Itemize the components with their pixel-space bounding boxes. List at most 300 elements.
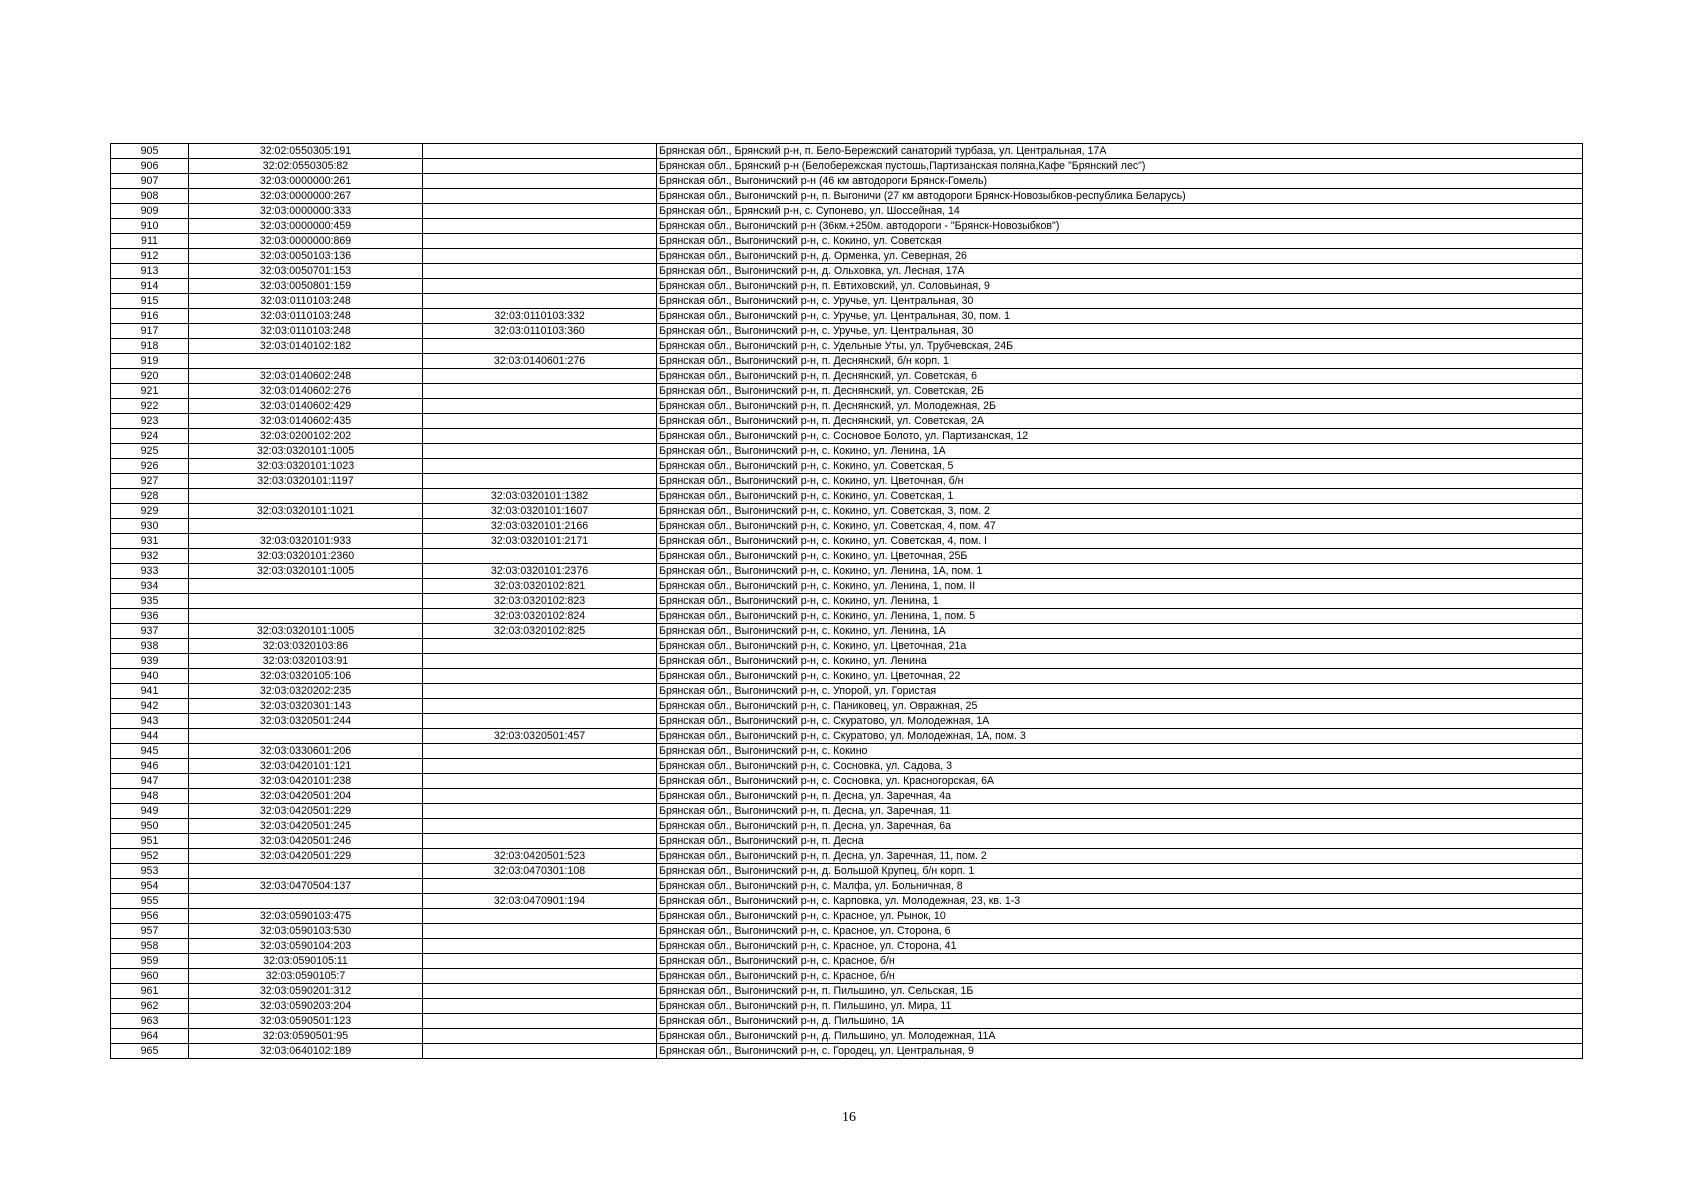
related-cadastral-number-cell — [423, 219, 657, 234]
row-number-cell: 942 — [111, 699, 189, 714]
row-number-cell: 912 — [111, 249, 189, 264]
related-cadastral-number-cell: 32:03:0320102:824 — [423, 609, 657, 624]
cadastral-number-cell: 32:03:0000000:267 — [189, 189, 423, 204]
row-number-cell: 915 — [111, 294, 189, 309]
row-number-cell: 925 — [111, 444, 189, 459]
cadastral-number-cell: 32:03:0590105:7 — [189, 969, 423, 984]
address-cell: Брянская обл., Выгоничский р-н, с. Красное, б/н — [657, 954, 1583, 969]
related-cadastral-number-cell: 32:03:0320102:825 — [423, 624, 657, 639]
related-cadastral-number-cell — [423, 654, 657, 669]
cadastral-number-cell: 32:03:0000000:333 — [189, 204, 423, 219]
table-row — [111, 549, 1583, 564]
address-cell: Брянская обл., Выгоничский р-н, с. Скуратово, ул. Молодежная, 1А — [657, 714, 1583, 729]
address-cell: Брянская обл., Выгоничский р-н (46 км автодороги Брянск-Гомель) — [657, 174, 1583, 189]
address-cell: Брянская обл., Выгоничский р-н, с. Кокино, ул. Ленина, 1, пом. II — [657, 579, 1583, 594]
row-number-cell: 947 — [111, 774, 189, 789]
address-cell: Брянская обл., Выгоничский р-н, с. Кокино, ул. Советская, 4, пом. I — [657, 534, 1583, 549]
cadastral-number-cell — [189, 864, 423, 879]
cadastral-number-cell: 32:03:0330601:206 — [189, 744, 423, 759]
table-row — [111, 294, 1583, 309]
cadastral-number-cell: 32:03:0420101:238 — [189, 774, 423, 789]
cadastral-number-cell: 32:03:0420501:229 — [189, 804, 423, 819]
related-cadastral-number-cell — [423, 639, 657, 654]
address-cell: Брянская обл., Выгоничский р-н, п. Деснянский, ул. Молодежная, 2Б — [657, 399, 1583, 414]
related-cadastral-number-cell — [423, 204, 657, 219]
related-cadastral-number-cell — [423, 279, 657, 294]
table-row — [111, 1014, 1583, 1029]
row-number-cell: 944 — [111, 729, 189, 744]
cadastral-number-cell: 32:03:0000000:869 — [189, 234, 423, 249]
table-row — [111, 354, 1583, 369]
table-row — [111, 774, 1583, 789]
related-cadastral-number-cell — [423, 1029, 657, 1044]
table-row — [111, 684, 1583, 699]
address-cell: Брянская обл., Выгоничский р-н, д. Пильшино, 1А — [657, 1014, 1583, 1029]
cadastral-number-cell: 32:03:0140602:429 — [189, 399, 423, 414]
address-cell: Брянская обл., Выгоничский р-н, с. Кокино, ул. Советская, 1 — [657, 489, 1583, 504]
row-number-cell: 935 — [111, 594, 189, 609]
address-cell: Брянская обл., Выгоничский р-н, с. Кокино, ул. Советская, 3, пом. 2 — [657, 504, 1583, 519]
address-cell: Брянская обл., Выгоничский р-н (36км.+250м. автодороги - "Брянск-Новозыбков") — [657, 219, 1583, 234]
related-cadastral-number-cell — [423, 879, 657, 894]
table-row — [111, 234, 1583, 249]
cadastral-number-cell: 32:03:0420501:204 — [189, 789, 423, 804]
cadastral-number-cell: 32:03:0110103:248 — [189, 309, 423, 324]
cadastral-number-cell: 32:03:0110103:248 — [189, 324, 423, 339]
table-row — [111, 1029, 1583, 1044]
row-number-cell: 959 — [111, 954, 189, 969]
table-row — [111, 264, 1583, 279]
related-cadastral-number-cell — [423, 399, 657, 414]
related-cadastral-number-cell: 32:03:0320101:2166 — [423, 519, 657, 534]
address-cell: Брянская обл., Выгоничский р-н, п. Десна, ул. Заречная, 6а — [657, 819, 1583, 834]
related-cadastral-number-cell — [423, 999, 657, 1014]
row-number-cell: 958 — [111, 939, 189, 954]
address-cell: Брянская обл., Выгоничский р-н, п. Десна, ул. Заречная, 4а — [657, 789, 1583, 804]
table-row — [111, 519, 1583, 534]
row-number-cell: 905 — [111, 144, 189, 159]
table-row — [111, 789, 1583, 804]
row-number-cell: 917 — [111, 324, 189, 339]
address-cell: Брянская обл., Выгоничский р-н, п. Десна, ул. Заречная, 11 — [657, 804, 1583, 819]
row-number-cell: 937 — [111, 624, 189, 639]
row-number-cell: 928 — [111, 489, 189, 504]
table-row — [111, 189, 1583, 204]
address-cell: Брянская обл., Выгоничский р-н, с. Кокино, ул. Ленина, 1, пом. 5 — [657, 609, 1583, 624]
row-number-cell: 910 — [111, 219, 189, 234]
cadastral-registry-table — [110, 143, 1583, 1059]
cadastral-number-cell — [189, 519, 423, 534]
cadastral-number-cell: 32:03:0320101:1005 — [189, 624, 423, 639]
related-cadastral-number-cell — [423, 369, 657, 384]
row-number-cell: 921 — [111, 384, 189, 399]
related-cadastral-number-cell — [423, 414, 657, 429]
address-cell: Брянская обл., Выгоничский р-н, с. Сосновка, ул. Красногорская, 6А — [657, 774, 1583, 789]
row-number-cell: 911 — [111, 234, 189, 249]
table-row — [111, 714, 1583, 729]
related-cadastral-number-cell — [423, 759, 657, 774]
row-number-cell: 962 — [111, 999, 189, 1014]
table-row — [111, 804, 1583, 819]
table-row — [111, 339, 1583, 354]
row-number-cell: 949 — [111, 804, 189, 819]
table-row — [111, 729, 1583, 744]
address-cell: Брянская обл., Выгоничский р-н, с. Малфа, ул. Больничная, 8 — [657, 879, 1583, 894]
row-number-cell: 930 — [111, 519, 189, 534]
address-cell: Брянская обл., Выгоничский р-н, п. Деснянский, ул. Советская, 2Б — [657, 384, 1583, 399]
related-cadastral-number-cell — [423, 474, 657, 489]
address-cell: Брянская обл., Выгоничский р-н, с. Кокино, ул. Ленина, 1А — [657, 624, 1583, 639]
related-cadastral-number-cell — [423, 144, 657, 159]
cadastral-number-cell: 32:03:0140602:276 — [189, 384, 423, 399]
cadastral-number-cell: 32:03:0320101:1021 — [189, 504, 423, 519]
address-cell: Брянская обл., Выгоничский р-н, с. Красное, ул. Рынок, 10 — [657, 909, 1583, 924]
address-cell: Брянская обл., Выгоничский р-н, с. Кокино, ул. Цветочная, 22 — [657, 669, 1583, 684]
table-row — [111, 309, 1583, 324]
address-cell: Брянская обл., Выгоничский р-н, д. Пильшино, ул. Молодежная, 11А — [657, 1029, 1583, 1044]
row-number-cell: 926 — [111, 459, 189, 474]
related-cadastral-number-cell — [423, 174, 657, 189]
table-row — [111, 144, 1583, 159]
table-row — [111, 624, 1583, 639]
address-cell: Брянская обл., Выгоничский р-н, с. Кокино, ул. Ленина, 1 — [657, 594, 1583, 609]
related-cadastral-number-cell — [423, 384, 657, 399]
table-row — [111, 429, 1583, 444]
row-number-cell: 907 — [111, 174, 189, 189]
address-cell: Брянская обл., Брянский р-н, с. Супонево, ул. Шоссейная, 14 — [657, 204, 1583, 219]
cadastral-number-cell: 32:03:0050801:159 — [189, 279, 423, 294]
cadastral-number-cell: 32:03:0590501:123 — [189, 1014, 423, 1029]
table-row — [111, 579, 1583, 594]
cadastral-number-cell — [189, 354, 423, 369]
cadastral-number-cell — [189, 729, 423, 744]
row-number-cell: 916 — [111, 309, 189, 324]
cadastral-number-cell: 32:03:0140602:435 — [189, 414, 423, 429]
row-number-cell: 932 — [111, 549, 189, 564]
cadastral-number-cell — [189, 579, 423, 594]
related-cadastral-number-cell: 32:03:0470301:108 — [423, 864, 657, 879]
cadastral-number-cell: 32:03:0590201:312 — [189, 984, 423, 999]
related-cadastral-number-cell — [423, 549, 657, 564]
address-cell: Брянская обл., Выгоничский р-н, с. Кокино, ул. Ленина — [657, 654, 1583, 669]
address-cell: Брянская обл., Выгоничский р-н, д. Ольховка, ул. Лесная, 17А — [657, 264, 1583, 279]
related-cadastral-number-cell — [423, 1014, 657, 1029]
table-row — [111, 444, 1583, 459]
row-number-cell: 931 — [111, 534, 189, 549]
related-cadastral-number-cell — [423, 924, 657, 939]
cadastral-number-cell: 32:03:0590203:204 — [189, 999, 423, 1014]
row-number-cell: 918 — [111, 339, 189, 354]
table-row — [111, 594, 1583, 609]
related-cadastral-number-cell — [423, 954, 657, 969]
related-cadastral-number-cell: 32:03:0320501:457 — [423, 729, 657, 744]
row-number-cell: 919 — [111, 354, 189, 369]
table-row — [111, 699, 1583, 714]
cadastral-number-cell: 32:03:0050103:136 — [189, 249, 423, 264]
related-cadastral-number-cell — [423, 909, 657, 924]
table-row — [111, 489, 1583, 504]
row-number-cell: 939 — [111, 654, 189, 669]
cadastral-number-cell: 32:03:0470504:137 — [189, 879, 423, 894]
address-cell: Брянская обл., Выгоничский р-н, п. Деснянский, ул. Советская, 6 — [657, 369, 1583, 384]
address-cell: Брянская обл., Выгоничский р-н, п. Десна, ул. Заречная, 11, пом. 2 — [657, 849, 1583, 864]
related-cadastral-number-cell — [423, 744, 657, 759]
cadastral-number-cell: 32:03:0590104:203 — [189, 939, 423, 954]
related-cadastral-number-cell — [423, 294, 657, 309]
address-cell: Брянская обл., Выгоничский р-н, с. Упорой, ул. Гористая — [657, 684, 1583, 699]
related-cadastral-number-cell: 32:03:0420501:523 — [423, 849, 657, 864]
row-number-cell: 963 — [111, 1014, 189, 1029]
cadastral-number-cell: 32:03:0140602:248 — [189, 369, 423, 384]
row-number-cell: 951 — [111, 834, 189, 849]
row-number-cell: 924 — [111, 429, 189, 444]
address-cell: Брянская обл., Выгоничский р-н, с. Сосновка, ул. Садова, 3 — [657, 759, 1583, 774]
cadastral-number-cell: 32:03:0640102:189 — [189, 1044, 423, 1059]
related-cadastral-number-cell — [423, 804, 657, 819]
cadastral-number-cell: 32:03:0590501:95 — [189, 1029, 423, 1044]
related-cadastral-number-cell — [423, 669, 657, 684]
address-cell: Брянская обл., Выгоничский р-н, с. Скуратово, ул. Молодежная, 1А, пом. 3 — [657, 729, 1583, 744]
cadastral-number-cell — [189, 594, 423, 609]
cadastral-number-cell: 32:03:0320101:1005 — [189, 564, 423, 579]
row-number-cell: 938 — [111, 639, 189, 654]
address-cell: Брянская обл., Брянский р-н (Белобережская пустошь,Партизанская поляна,Кафе "Брянский лес") — [657, 159, 1583, 174]
related-cadastral-number-cell — [423, 984, 657, 999]
related-cadastral-number-cell — [423, 684, 657, 699]
table-row — [111, 174, 1583, 189]
table-row — [111, 459, 1583, 474]
table-row — [111, 639, 1583, 654]
address-cell: Брянская обл., Выгоничский р-н, с. Кокино, ул. Цветочная, 25Б — [657, 549, 1583, 564]
related-cadastral-number-cell — [423, 429, 657, 444]
table-row — [111, 204, 1583, 219]
address-cell: Брянская обл., Выгоничский р-н, с. Кокино, ул. Ленина, 1А — [657, 444, 1583, 459]
related-cadastral-number-cell — [423, 1044, 657, 1059]
table-row — [111, 249, 1583, 264]
address-cell: Брянская обл., Брянский р-н, п. Бело-Бережский санаторий турбаза, ул. Центральная, 17А — [657, 144, 1583, 159]
related-cadastral-number-cell: 32:03:0320101:1607 — [423, 504, 657, 519]
related-cadastral-number-cell — [423, 459, 657, 474]
table-row — [111, 564, 1583, 579]
address-cell: Брянская обл., Выгоничский р-н, с. Карповка, ул. Молодежная, 23, кв. 1-3 — [657, 894, 1583, 909]
related-cadastral-number-cell — [423, 819, 657, 834]
table-row — [111, 864, 1583, 879]
row-number-cell: 908 — [111, 189, 189, 204]
row-number-cell: 909 — [111, 204, 189, 219]
row-number-cell: 952 — [111, 849, 189, 864]
row-number-cell: 920 — [111, 369, 189, 384]
table-row — [111, 849, 1583, 864]
related-cadastral-number-cell — [423, 969, 657, 984]
cadastral-number-cell: 32:03:0050701:153 — [189, 264, 423, 279]
address-cell: Брянская обл., Выгоничский р-н, с. Уручье, ул. Центральная, 30 — [657, 324, 1583, 339]
table-row — [111, 324, 1583, 339]
cadastral-number-cell: 32:03:0320105:106 — [189, 669, 423, 684]
row-number-cell: 929 — [111, 504, 189, 519]
address-cell: Брянская обл., Выгоничский р-н, с. Уручье, ул. Центральная, 30 — [657, 294, 1583, 309]
table-row — [111, 219, 1583, 234]
related-cadastral-number-cell — [423, 774, 657, 789]
cadastral-number-cell: 32:03:0320103:91 — [189, 654, 423, 669]
address-cell: Брянская обл., Выгоничский р-н, с. Кокино, ул. Советская — [657, 234, 1583, 249]
row-number-cell: 964 — [111, 1029, 189, 1044]
address-cell: Брянская обл., Выгоничский р-н, с. Сосновое Болото, ул. Партизанская, 12 — [657, 429, 1583, 444]
related-cadastral-number-cell — [423, 834, 657, 849]
table-row — [111, 369, 1583, 384]
row-number-cell: 957 — [111, 924, 189, 939]
row-number-cell: 948 — [111, 789, 189, 804]
related-cadastral-number-cell — [423, 189, 657, 204]
address-cell: Брянская обл., Выгоничский р-н, с. Красное, ул. Сторона, 41 — [657, 939, 1583, 954]
row-number-cell: 956 — [111, 909, 189, 924]
table-row — [111, 654, 1583, 669]
related-cadastral-number-cell — [423, 699, 657, 714]
cadastral-number-cell: 32:03:0320301:143 — [189, 699, 423, 714]
row-number-cell: 927 — [111, 474, 189, 489]
table-row — [111, 384, 1583, 399]
address-cell: Брянская обл., Выгоничский р-н, с. Красное, б/н — [657, 969, 1583, 984]
address-cell: Брянская обл., Выгоничский р-н, с. Паниковец, ул. Овражная, 25 — [657, 699, 1583, 714]
related-cadastral-number-cell — [423, 249, 657, 264]
table-row — [111, 954, 1583, 969]
address-cell: Брянская обл., Выгоничский р-н, п. Десна — [657, 834, 1583, 849]
row-number-cell: 922 — [111, 399, 189, 414]
table-row — [111, 159, 1583, 174]
address-cell: Брянская обл., Выгоничский р-н, с. Уручье, ул. Центральная, 30, пом. 1 — [657, 309, 1583, 324]
row-number-cell: 953 — [111, 864, 189, 879]
page-number: 16 — [842, 1110, 856, 1125]
related-cadastral-number-cell: 32:03:0320102:823 — [423, 594, 657, 609]
address-cell: Брянская обл., Выгоничский р-н, п. Деснянский, б/н корп. 1 — [657, 354, 1583, 369]
related-cadastral-number-cell — [423, 939, 657, 954]
cadastral-number-cell: 32:03:0590105:11 — [189, 954, 423, 969]
address-cell: Брянская обл., Выгоничский р-н, д. Орменка, ул. Северная, 26 — [657, 249, 1583, 264]
related-cadastral-number-cell — [423, 789, 657, 804]
cadastral-number-cell: 32:03:0000000:459 — [189, 219, 423, 234]
table-row — [111, 759, 1583, 774]
related-cadastral-number-cell: 32:03:0320101:2376 — [423, 564, 657, 579]
address-cell: Брянская обл., Выгоничский р-н, п. Пильшино, ул. Сельская, 1Б — [657, 984, 1583, 999]
row-number-cell: 954 — [111, 879, 189, 894]
cadastral-number-cell: 32:03:0200102:202 — [189, 429, 423, 444]
address-cell: Брянская обл., Выгоничский р-н, с. Удельные Уты, ул. Трубчевская, 24Б — [657, 339, 1583, 354]
table-row — [111, 909, 1583, 924]
cadastral-number-cell: 32:03:0590103:475 — [189, 909, 423, 924]
table-row — [111, 744, 1583, 759]
cadastral-number-cell: 32:03:0320101:1005 — [189, 444, 423, 459]
table-row — [111, 999, 1583, 1014]
row-number-cell: 914 — [111, 279, 189, 294]
table-row — [111, 474, 1583, 489]
table-row — [111, 819, 1583, 834]
cadastral-number-cell: 32:03:0320103:86 — [189, 639, 423, 654]
address-cell: Брянская обл., Выгоничский р-н, с. Кокино, ул. Советская, 4, пом. 47 — [657, 519, 1583, 534]
table-row — [111, 834, 1583, 849]
row-number-cell: 961 — [111, 984, 189, 999]
related-cadastral-number-cell: 32:03:0470901:194 — [423, 894, 657, 909]
address-cell: Брянская обл., Выгоничский р-н, п. Пильшино, ул. Мира, 11 — [657, 999, 1583, 1014]
table-row — [111, 399, 1583, 414]
cadastral-number-cell: 32:03:0000000:261 — [189, 174, 423, 189]
related-cadastral-number-cell: 32:03:0140601:276 — [423, 354, 657, 369]
table-row — [111, 1044, 1583, 1059]
table-row — [111, 924, 1583, 939]
related-cadastral-number-cell: 32:03:0110103:332 — [423, 309, 657, 324]
table-row — [111, 984, 1583, 999]
row-number-cell: 943 — [111, 714, 189, 729]
table-row — [111, 609, 1583, 624]
table-row — [111, 894, 1583, 909]
cadastral-number-cell: 32:03:0420501:245 — [189, 819, 423, 834]
cadastral-number-cell: 32:03:0590103:530 — [189, 924, 423, 939]
table-row — [111, 939, 1583, 954]
cadastral-number-cell — [189, 894, 423, 909]
row-number-cell: 945 — [111, 744, 189, 759]
row-number-cell: 946 — [111, 759, 189, 774]
table-row — [111, 504, 1583, 519]
table-row — [111, 534, 1583, 549]
row-number-cell: 934 — [111, 579, 189, 594]
related-cadastral-number-cell — [423, 234, 657, 249]
address-cell: Брянская обл., Выгоничский р-н, с. Кокино, ул. Цветочная, 21а — [657, 639, 1583, 654]
cadastral-number-cell — [189, 489, 423, 504]
address-cell: Брянская обл., Выгоничский р-н, п. Выгоничи (27 км автодороги Брянск-Новозыбков-республика Беларусь) — [657, 189, 1583, 204]
row-number-cell: 965 — [111, 1044, 189, 1059]
address-cell: Брянская обл., Выгоничский р-н, с. Городец, ул. Центральная, 9 — [657, 1044, 1583, 1059]
row-number-cell: 955 — [111, 894, 189, 909]
address-cell: Брянская обл., Выгоничский р-н, с. Кокино, ул. Ленина, 1А, пом. 1 — [657, 564, 1583, 579]
cadastral-number-cell: 32:03:0420501:246 — [189, 834, 423, 849]
row-number-cell: 913 — [111, 264, 189, 279]
table-row — [111, 414, 1583, 429]
row-number-cell: 936 — [111, 609, 189, 624]
row-number-cell: 923 — [111, 414, 189, 429]
cadastral-number-cell: 32:03:0320101:933 — [189, 534, 423, 549]
cadastral-number-cell: 32:03:0320202:235 — [189, 684, 423, 699]
address-cell: Брянская обл., Выгоничский р-н, с. Кокино — [657, 744, 1583, 759]
address-cell: Брянская обл., Выгоничский р-н, с. Кокино, ул. Цветочная, б/н — [657, 474, 1583, 489]
table-row — [111, 879, 1583, 894]
related-cadastral-number-cell: 32:03:0320102:821 — [423, 579, 657, 594]
address-cell: Брянская обл., Выгоничский р-н, п. Евтиховский, ул. Соловьиная, 9 — [657, 279, 1583, 294]
cadastral-number-cell: 32:02:0550305:191 — [189, 144, 423, 159]
row-number-cell: 941 — [111, 684, 189, 699]
address-cell: Брянская обл., Выгоничский р-н, с. Кокино, ул. Советская, 5 — [657, 459, 1583, 474]
address-cell: Брянская обл., Выгоничский р-н, с. Красное, ул. Сторона, 6 — [657, 924, 1583, 939]
cadastral-number-cell: 32:03:0420101:121 — [189, 759, 423, 774]
row-number-cell: 906 — [111, 159, 189, 174]
related-cadastral-number-cell — [423, 714, 657, 729]
cadastral-number-cell — [189, 609, 423, 624]
row-number-cell: 950 — [111, 819, 189, 834]
table-row — [111, 669, 1583, 684]
related-cadastral-number-cell: 32:03:0320101:2171 — [423, 534, 657, 549]
table-row — [111, 279, 1583, 294]
address-cell: Брянская обл., Выгоничский р-н, п. Деснянский, ул. Советская, 2А — [657, 414, 1583, 429]
cadastral-number-cell: 32:03:0320101:1197 — [189, 474, 423, 489]
table-row — [111, 969, 1583, 984]
cadastral-number-cell: 32:03:0320501:244 — [189, 714, 423, 729]
related-cadastral-number-cell — [423, 339, 657, 354]
related-cadastral-number-cell — [423, 444, 657, 459]
cadastral-number-cell: 32:03:0110103:248 — [189, 294, 423, 309]
address-cell: Брянская обл., Выгоничский р-н, д. Большой Крупец, б/н корп. 1 — [657, 864, 1583, 879]
cadastral-number-cell: 32:02:0550305:82 — [189, 159, 423, 174]
row-number-cell: 933 — [111, 564, 189, 579]
row-number-cell: 960 — [111, 969, 189, 984]
related-cadastral-number-cell — [423, 264, 657, 279]
cadastral-number-cell: 32:03:0320101:2360 — [189, 549, 423, 564]
